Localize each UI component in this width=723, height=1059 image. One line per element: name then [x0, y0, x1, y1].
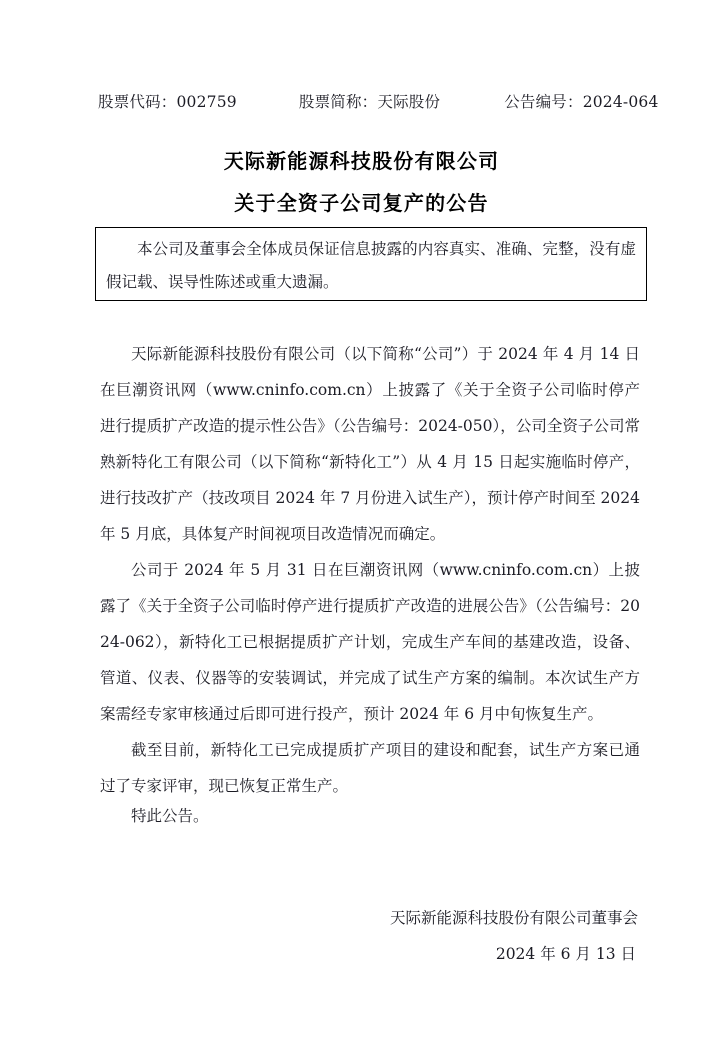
signature-block: [100, 900, 638, 972]
signature-date: 2024 年 6 月 13 日: [495, 945, 636, 963]
page-title-company: 天际新能源科技股份有限公司: [223, 149, 500, 173]
signature-issuer: 天际新能源科技股份有限公司董事会: [389, 909, 638, 927]
disclaimer-text: 本公司及董事会全体成员保证信息披露的内容真实、准确、完整，没有虚假记载、误导性陈述或重大遗漏。: [106, 240, 636, 291]
stock-name-label: 股票简称：天际股份: [298, 93, 441, 111]
disclaimer-box: [95, 227, 647, 301]
stock-code-label: 股票代码：002759: [98, 93, 237, 111]
body-paragraph: 截至目前，新特化工已完成提质扩产项目的建设和配套，试生产方案已通过了专家评审，现已恢复正常生产。: [100, 741, 640, 795]
announcement-number-label: 公告编号：2024-064: [504, 93, 659, 111]
page-title-subject: 关于全资子公司复产的公告: [234, 191, 489, 215]
document-header: [98, 90, 659, 114]
body-paragraph: 公司于 2024 年 5 月 31 日在巨潮资讯网（www.cninfo.com.cn）上披露了《关于全资子公司临时停产进行提质扩产改造的进展公告》（公告编号：2024-062），新特化工已根据提质扩产计划，完成生产车间的基建改造，设备、管道、仪表、仪器等的安装调试，并完成了试生产方案的编制。本次试生产方案需经专家审核通过后即可进行投产，预计 2024 年 6 月中旬恢复生产。: [100, 561, 640, 723]
body-content: [100, 336, 640, 804]
body-paragraph: 天际新能源科技股份有限公司（以下简称“公司”）于 2024 年 4 月 14 日在巨潮资讯网（www.cninfo.com.cn）上披露了《关于全资子公司临时停产进行提质扩产改造的提示性公告》（公告编号：2024-050），公司全资子公司常熟新特化工有限公司（以下简称“新特化工”）从 4 月 15 日起实施临时停产，进行技改扩产（技改项目 2024 年 7 月份进入试生产），预计停产时间至 2024 年 5 月底，具体复产时间视项目改造情况而确定。: [100, 345, 640, 543]
closing-note: 特此公告。: [131, 807, 209, 825]
